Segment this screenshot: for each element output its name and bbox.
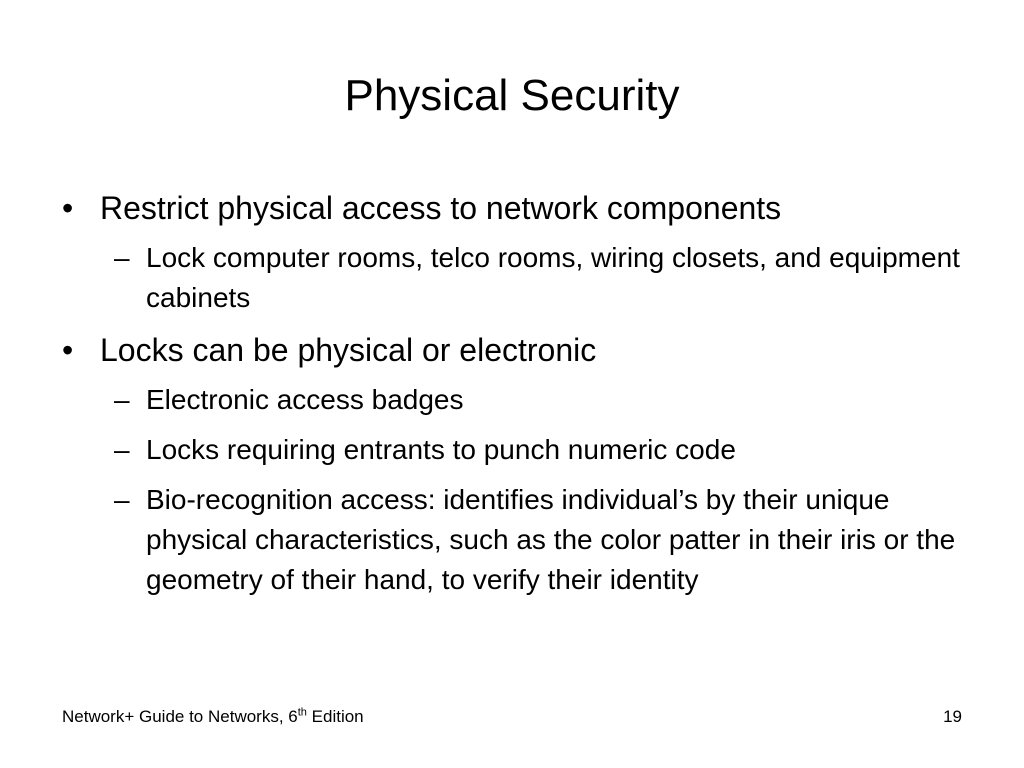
sub-bullet-text: Lock computer rooms, telco rooms, wiring closets, and equipment cabinets <box>146 242 960 313</box>
dash-marker: – <box>114 384 130 415</box>
sub-bullet-text: Electronic access badges <box>146 384 464 415</box>
sub-bullet-text: Bio-recognition access: identifies individual’s by their unique physical characteristics, such as the color patter in their iris or the geometry of their hand, to verify their identity <box>146 484 956 595</box>
sub-bullet-text: Locks requiring entrants to punch numeric code <box>146 434 736 465</box>
dash-marker: – <box>114 242 130 273</box>
footer-edition-word: Edition <box>306 707 364 726</box>
slide-body <box>62 186 962 610</box>
footer-title-text: Network+ Guide to Networks, 6 <box>62 707 298 726</box>
page-number: 19 <box>943 707 962 726</box>
edition-superscript: th <box>297 706 307 719</box>
sub-bullet-item <box>114 480 962 600</box>
sub-bullet-item <box>114 238 962 318</box>
footer-book-title <box>62 706 364 728</box>
bullet-marker: • <box>62 190 74 226</box>
slide-title: Physical Security <box>344 71 680 120</box>
sub-bullet-item <box>114 430 962 470</box>
bullet-text: Restrict physical access to network components <box>100 190 782 226</box>
bullet-item <box>62 328 962 372</box>
sub-bullet-item <box>114 380 962 420</box>
bullet-item <box>62 186 962 230</box>
dash-marker: – <box>114 434 130 465</box>
dash-marker: – <box>114 484 130 515</box>
bullet-marker: • <box>62 332 74 368</box>
bullet-text: Locks can be physical or electronic <box>100 332 597 368</box>
